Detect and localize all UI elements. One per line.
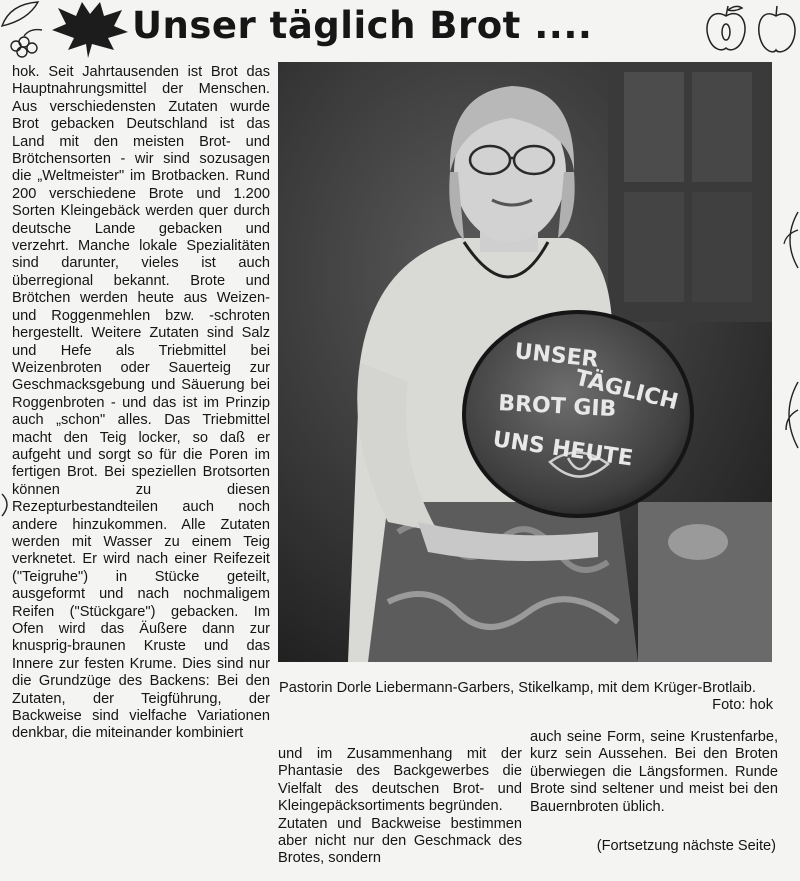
- article-body-middle-column: [278, 746, 522, 868]
- article-photo: [278, 62, 772, 662]
- caption-text: Pastorin Dorle Liebermann-Garbers, Stikelkamp, mit dem Krüger-Brotlaib.: [279, 680, 756, 696]
- continuation-note: (Fortsetzung nächste Seite): [596, 838, 776, 854]
- maple-leaf-icon: [46, 0, 130, 60]
- leaf-icon: [780, 380, 800, 450]
- bread-word: TÄGLICH: [572, 365, 681, 416]
- bread-word: UNS HEUTE: [491, 427, 635, 472]
- article-paragraph: hok. Seit Jahrtausenden ist Brot das Hauptnahrungsmittel der Menschen. Aus verschiedensten Zutaten wurde Brot gebacken Deutschland ist das Land mit den meisten Brot- und Brötchensorten - wir sind sozusagen die „Weltmeister" im Brotbacken. Rund 200 verschiedene Brote und 1.200 Sorten Kleingebäck werden quer durch deutsche Lande gebacken und verzehrt. Manche lokale Spezialitäten sind darunter, vieles ist auch überregional bekannt. Brote und Brötchen werden heute aus Weizen- und Roggenmehlen bzw. -schroten hergestellt. Weitere Zutaten sind Salz und Hefe als Triebmittel bei Weizenbroten oder Sauerteig zur Geschmacksgebung und Säuerung bei Roggenbroten - und das ist im Prinzip auch „schon" alles. Das Triebmittel macht den Teig locker, so daß er aufgeht und sorgt so für die Poren im fertigen Brot. Bei speziellen Brotsorten können zu diesen Rezepturbestandteilen auch noch andere hinzukommen. Alle Zutaten werden mit Wasser zu einem Teig verknetet. Er wird nach einer Reifezeit ("Teigruhe") in Stücke geteilt, ausgeformt und nach nochmaligem Reifen ("Stückgare") gebacken. Im Ofen wird das Äußere dann zur knusprig-braunen Kruste und das Innere zur festen Krume. Dies sind nur die Grundzüge des Backens: Bei den Zutaten, der Teigführung, der Backweise sind vielfache Variationen denkbar, die miteinander kombiniert: [12, 64, 270, 742]
- leaf-icon: [0, 0, 40, 28]
- leaf-icon: [780, 210, 800, 270]
- article-body-left-column: [12, 64, 270, 879]
- article-paragraph: auch seine Form, seine Krustenfarbe, kurz sein Aussehen. Bei den Broten überwiegen die Längsformen. Runde Brote sind seltener und meist bei den Bauernbroten üblich.: [530, 729, 778, 815]
- photo-caption: [279, 680, 773, 714]
- bread-word: UNSER: [513, 339, 600, 373]
- photo-credit: Foto: hok: [712, 697, 773, 713]
- article-paragraph: und im Zusammenhang mit der Phantasie des Backgewerbes die Vielfalt des deutschen Brot- und Kleingepäcksortiments begründen.: [278, 746, 522, 815]
- bread-word: BROT GIB: [497, 391, 617, 423]
- article-paragraph: Zutaten und Backweise bestimmen aber nicht nur den Geschmack des Brotes, sondern: [278, 815, 522, 867]
- apple-icon: [752, 0, 800, 60]
- apple-icon: [700, 2, 752, 56]
- article-body-right-column: [530, 729, 778, 816]
- berry-icon: [2, 26, 52, 66]
- article-title: Unser täglich Brot ....: [132, 4, 593, 47]
